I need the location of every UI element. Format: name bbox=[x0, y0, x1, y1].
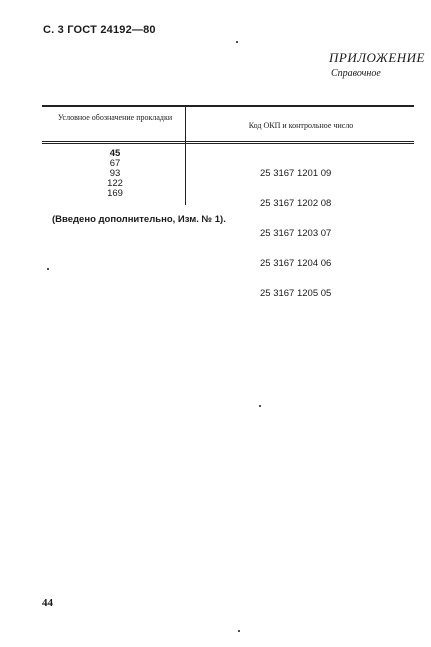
code-column bbox=[260, 149, 331, 319]
table-row-code: 25 3167 1205 05 bbox=[260, 288, 332, 299]
table-header-rule bbox=[42, 141, 414, 142]
table-row-designation: 67 bbox=[109, 158, 121, 169]
page-number: 44 bbox=[42, 597, 53, 609]
table-row-designation: 122 bbox=[107, 178, 123, 189]
amendment-note: (Введено дополнительно, Изм. № 1). bbox=[52, 214, 226, 225]
scan-speck bbox=[236, 41, 238, 43]
scan-speck bbox=[47, 268, 49, 270]
table-row-code: 25 3167 1201 09 bbox=[260, 168, 332, 179]
page-header: С. 3 ГОСТ 24192—80 bbox=[43, 24, 156, 36]
designation-column bbox=[42, 149, 188, 199]
scan-speck bbox=[259, 405, 261, 407]
appendix-title: ПРИЛОЖЕНИЕ bbox=[329, 50, 425, 65]
table-row-code: 25 3167 1202 08 bbox=[260, 198, 332, 209]
table-row-designation: 93 bbox=[109, 168, 121, 179]
scan-speck bbox=[238, 630, 240, 632]
table-row-designation: 45 bbox=[109, 148, 121, 159]
column-header-designation: Условное обозначение прокладки bbox=[57, 113, 173, 122]
table-row-designation: 169 bbox=[107, 188, 123, 199]
appendix-subtitle: Справочное bbox=[331, 68, 381, 79]
table-top-rule bbox=[42, 105, 414, 107]
table-row-code: 25 3167 1203 07 bbox=[260, 228, 332, 239]
table-header-rule-double bbox=[42, 143, 414, 144]
table-row-code: 25 3167 1204 06 bbox=[260, 258, 332, 269]
column-header-code: Код ОКП и контрольное число bbox=[248, 121, 354, 130]
